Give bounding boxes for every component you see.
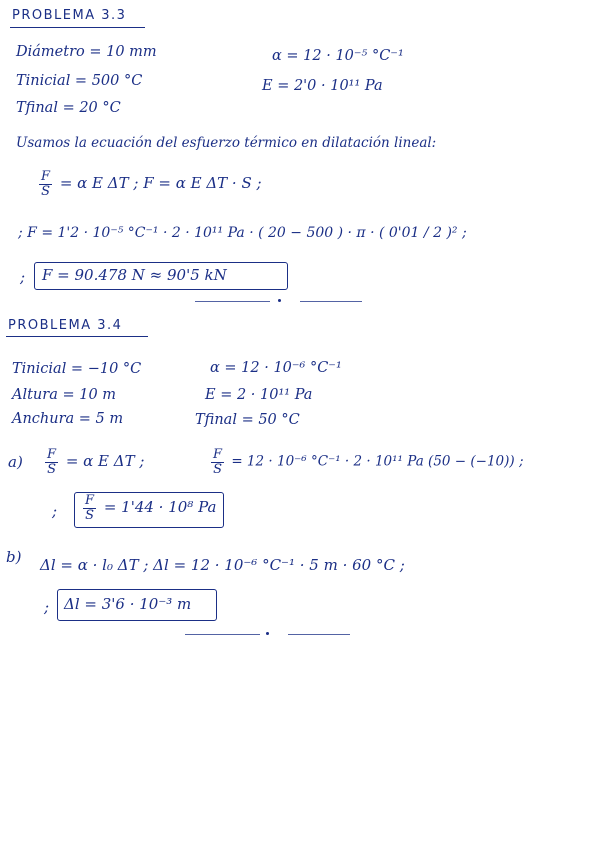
part-a-equation-2: $\frac{F}{S}$ = 12 · 10⁻⁶ °C⁻¹ · 2 · 10¹¹ Pa (50 − (−10)) ; xyxy=(213,447,524,477)
result-prefix: ; xyxy=(44,598,50,616)
part-a-equation-1: $\frac{F}{S}$ = α E ΔT ; xyxy=(47,447,145,477)
fraction-f-over-s: $\frac{F}{S}$ xyxy=(41,169,51,199)
tfinal-line: Tfinal = 50 °C xyxy=(195,412,300,428)
young-modulus-line: E = 2'0 · 10¹¹ Pa xyxy=(262,78,383,94)
part-b-result: Δl = 3'6 · 10⁻³ m xyxy=(64,595,192,613)
title-underline xyxy=(6,336,148,337)
problem-3-3-title: PROBLEMA 3.3 xyxy=(12,8,127,23)
end-divider-right xyxy=(288,634,350,635)
result-prefix: ; xyxy=(52,502,58,520)
fraction-f-over-s: $\frac{F}{S}$ xyxy=(213,447,223,477)
end-divider-right xyxy=(300,301,362,302)
altura-line: Altura = 10 m xyxy=(12,387,117,403)
end-divider-left xyxy=(195,301,270,302)
fraction-f-over-s: $\frac{F}{S}$ xyxy=(85,493,95,523)
result-3-3: F = 90.478 N ≈ 90'5 kN xyxy=(42,266,227,284)
fraction-f-over-s: $\frac{F}{S}$ xyxy=(47,447,57,477)
equation-1-rhs: = α E ΔT ; F = α E ΔT · S ; xyxy=(59,174,262,193)
tinicial-line: Tinicial = −10 °C xyxy=(12,361,142,377)
part-b-equation: Δl = α · l₀ ΔT ; Δl = 12 · 10⁻⁶ °C⁻¹ · 5 m · 60 °C ; xyxy=(40,556,405,574)
equation-1 xyxy=(36,170,262,198)
end-divider-dot xyxy=(266,632,269,635)
title-underline xyxy=(10,27,145,28)
alpha-line: α = 12 · 10⁻⁶ °C⁻¹ xyxy=(210,360,342,376)
part-b-label: b) xyxy=(6,548,22,566)
part-a-result: $\frac{F}{S}$ = 1'44 · 10⁸ Pa xyxy=(85,493,217,523)
usamos-sentence: Usamos la ecuación del esfuerzo térmico en dilatación lineal: xyxy=(16,135,437,151)
tfinal-line: Tfinal = 20 °C xyxy=(16,100,121,116)
end-divider-left xyxy=(185,634,260,635)
tinicial-line: Tinicial = 500 °C xyxy=(16,73,143,89)
result-prefix: ; xyxy=(20,268,26,286)
part-a-label: a) xyxy=(8,453,23,471)
diametro-line: Diámetro = 10 mm xyxy=(16,44,157,60)
problem-3-4-title: PROBLEMA 3.4 xyxy=(8,318,123,333)
end-divider-dot xyxy=(278,299,281,302)
alpha-line: α = 12 · 10⁻⁵ °C⁻¹ xyxy=(272,48,404,64)
anchura-line: Anchura = 5 m xyxy=(12,411,124,427)
young-modulus-line: E = 2 · 10¹¹ Pa xyxy=(205,387,313,403)
equation-2: ; F = 1'2 · 10⁻⁵ °C⁻¹ · 2 · 10¹¹ Pa · ( 20 − 500 ) · π · ( 0'01 / 2 )² ; xyxy=(18,225,467,241)
